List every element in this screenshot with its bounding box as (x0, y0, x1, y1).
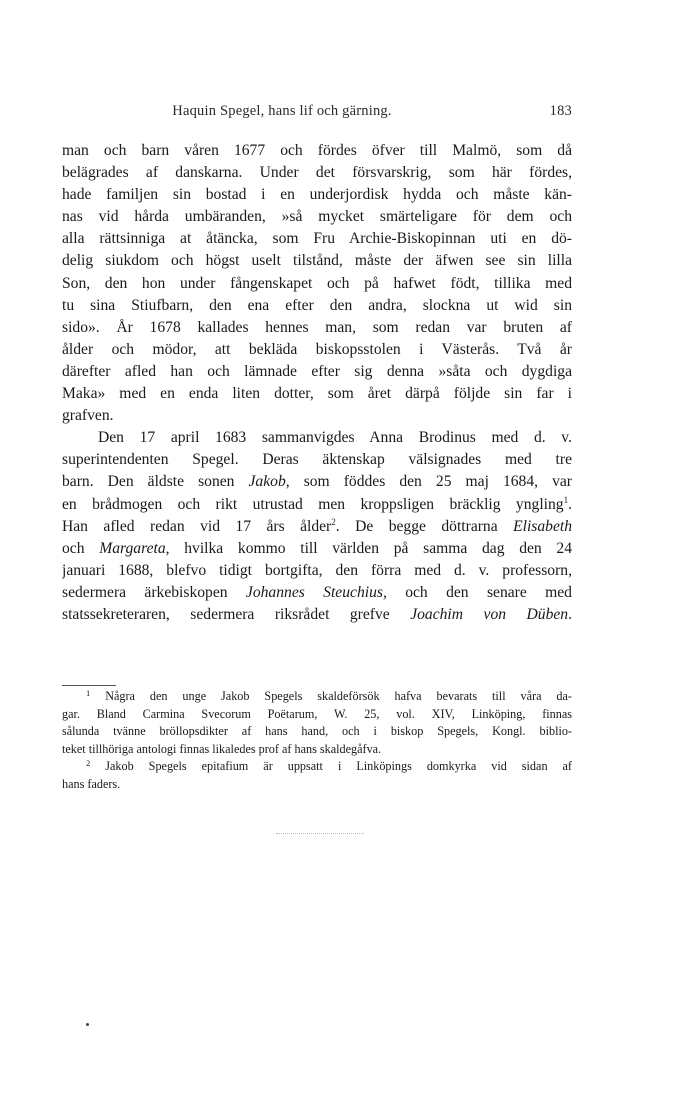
footnote-line: gar. Bland Carmina Svecorum Poëtarum, W. 25, vol. XIV, Linköping, finnas (62, 706, 572, 721)
text-run: Han afled redan vid 17 års ålder (62, 517, 332, 535)
text-line (62, 604, 572, 626)
running-head (62, 103, 572, 125)
text-line: nas vid hårda umbäranden, »så mycket smärteligare för dem och (62, 208, 572, 226)
paragraph-1 (62, 140, 572, 427)
person-name: Johannes Steuchius (245, 583, 383, 601)
paragraph-2 (62, 427, 572, 626)
text-line: belägrades af danskarna. Under det försvarskrig, som här fördes, (62, 164, 572, 182)
text-line: tu sina Stiufbarn, den ena efter den andra, slockna ut wid sin (62, 296, 572, 314)
text-line: Son, den hon under fångenskapet och på hafwet födt, tillika med (62, 274, 572, 292)
footnote-ref: 2 (331, 516, 336, 527)
text-line: delig siukdom och högst uselt tilstånd, måste der äfwen see sin lilla (62, 252, 572, 270)
text-run: Några den unge Jakob Spegels skaldeförsök hafva bevarats till våra da- (105, 689, 572, 703)
footnote-line: hans faders. (62, 776, 121, 791)
text-line: Maka» med en enda liten dotter, som året därpå följde sin far i (62, 385, 572, 403)
person-name: Jakob (248, 473, 286, 491)
text-run: och (62, 539, 100, 557)
text-line: superintendenten Spegel. Deras äktenskap välsignades med tre (62, 451, 572, 469)
footnote-line (62, 688, 572, 706)
footnote-mark: 2 (86, 758, 91, 769)
person-name: Joachim von Düben (410, 605, 569, 623)
text-line (62, 494, 572, 516)
page-number: 183 (549, 103, 572, 119)
text-run: . De begge döttrarna (335, 517, 514, 535)
text-line: hade familjen sin bostad i en underjordisk hydda och måste kän- (62, 186, 572, 204)
end-ornament-rule (276, 833, 364, 834)
text-run: , och den senare med (382, 583, 572, 601)
text-run: . (568, 605, 572, 623)
text-line: sido». År 1678 kallades hennes man, som redan var bruten af (62, 318, 572, 336)
text-line (62, 471, 572, 493)
footnotes (62, 688, 572, 794)
footnote-2 (62, 758, 572, 793)
footnote-line (62, 758, 572, 776)
text-line: grafven. (62, 407, 114, 425)
body-text (62, 140, 572, 626)
footnote-rule (62, 685, 116, 686)
text-line: därefter afled han och lämnade efter sig denna »såta och dygdiga (62, 362, 572, 380)
person-name: Elisabeth (513, 517, 572, 535)
footnote-ref: 1 (563, 494, 569, 505)
text-line: Den 17 april 1683 sammanvigdes Anna Brodinus med d. v. (98, 429, 572, 447)
text-line: man och barn våren 1677 och fördes öfver till Malmö, som då (62, 142, 572, 159)
footnote-line: teket tillhöriga antologi finnas likaledes prof af hans skaldegåfva. (62, 741, 382, 756)
text-run: . (568, 495, 572, 513)
text-line: januari 1688, blefvo tidigt bortgifta, den förra med d. v. professorn, (62, 561, 572, 579)
text-run: sedermera ärkebiskopen (62, 583, 246, 601)
text-run: Jakob Spegels epitafium är uppsatt i Linköpings domkyrka vid sidan af (105, 759, 572, 774)
text-line (62, 582, 572, 604)
text-line: alla rättsinniga at åtäncka, som Fru Archie-Biskopinnan uti en dö- (62, 230, 572, 248)
text-run: , som föddes den 25 maj 1684, var (285, 473, 572, 491)
text-run: , hvilka kommo till världen på samma dag den 24 (165, 539, 572, 557)
running-title: Haquin Spegel, hans lif och gärning. (172, 103, 392, 119)
footnote-mark: 1 (86, 688, 91, 698)
text-line (62, 516, 572, 538)
footnote-1 (62, 688, 572, 758)
text-run: barn. Den äldste sonen (62, 473, 249, 491)
text-run: en brådmogen och rikt utrustad men kroppsligen bräcklig yngling (62, 495, 564, 513)
ink-speck (86, 1023, 89, 1026)
text-line: ålder och mödor, att bekläda biskopsstolen i Västerås. Två år (62, 340, 572, 358)
footnote-line: sålunda tvänne bröllopsdikter af hans hand, och i biskop Spegels, Kongl. biblio- (62, 724, 572, 739)
text-run: statssekreteraren, sedermera riksrådet grefve (62, 605, 411, 623)
text-line (62, 538, 572, 560)
person-name: Margareta (99, 539, 166, 557)
